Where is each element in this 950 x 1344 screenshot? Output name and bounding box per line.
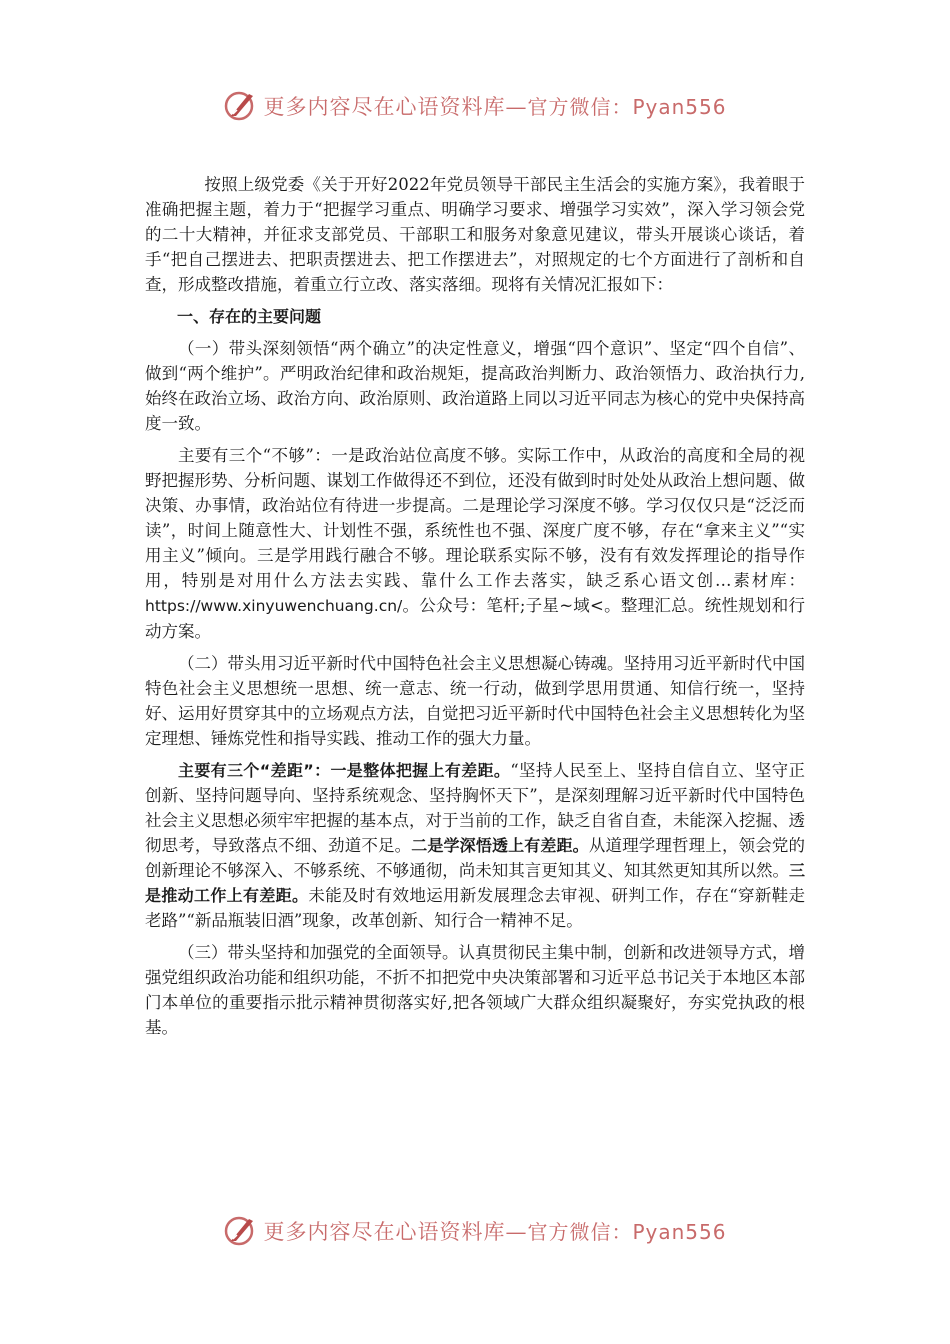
- paragraph-problems-2: 主要有三个“差距”：一是整体把握上有差距。“坚持人民至上、坚持自信自立、坚守正创新、坚持问题导向、坚持系统观念、坚持胸怀天下”，是深刻理解习近平新时代中国特色社会主义思想必须牢牢把握的基本点，对于当前的工作，缺乏自省自查，未能深入挖掘、透彻思考，导致落点不细、劲道不足。二是学深悟透上有差距。从道理学理哲理上，领会党的创新理论不够深入、不够系统、不够通彻，尚未知其言更知其义、知其然更知其所以然。三是推动工作上有差距。未能及时有效地运用新发展理念去审视、研判工作，存在“穿新鞋走老路”“新品瓶装旧酒”现象，改革创新、知行合一精神不足。: [145, 761, 805, 930]
- paragraph-item-1: （一）带头深刻领悟“两个确立”的决定性意义，增强“四个意识”、坚定“四个自信”、做到“两个维护”。严明政治纪律和政治规矩，提高政治判断力、政治领悟力、政治执行力,始终在政治立场、政治方向、政治原则、政治道路上同以习近平同志为核心的党中央保持高度一致。: [145, 339, 805, 433]
- watermark-text: 更多内容尽在心语资料库—官方微信：Pyan556: [263, 1220, 727, 1244]
- section-heading: 一、存在的主要问题: [177, 307, 322, 326]
- document-body: [145, 172, 805, 1047]
- watermark-banner-bottom: [0, 1211, 950, 1251]
- paragraph-problems-1: 主要有三个“不够”：一是政治站位高度不够。实际工作中，从政治的高度和全局的视野把握形势、分析问题、谋划工作做得还不到位，还没有做到时时处处从政治上想问题、做决策、办事情，政治站位有待进一步提高。二是理论学习深度不够。学习仅仅只是“泛泛而读”，时间上随意性大、计划性不强，系统性也不强、深度广度不够，存在“拿来主义”“实用主义”倾向。三是学用践行融合不够。理论联系实际不够，没有有效发挥理论的指导作用，特别是对用什么方法去实践、靠什么工作去落实，缺乏系心语文创…素材库：https://www.xinyuwenchuang.cn/。公众号：笔杆;子星~域<。整理汇总。统性规划和行动方案。: [145, 446, 805, 641]
- quill-logo-icon: [223, 1213, 259, 1249]
- quill-logo-icon: [223, 88, 259, 124]
- watermark-text: 更多内容尽在心语资料库—官方微信：Pyan556: [263, 95, 727, 119]
- watermark-banner-top: [0, 86, 950, 126]
- url-text: https://www.xinyuwenchuang.cn/: [145, 597, 403, 615]
- paragraph-item-3: （三）带头坚持和加强党的全面领导。认真贯彻民主集中制，创新和改进领导方式，增强党组织政治功能和组织功能，不折不扣把党中央决策部署和习近平总书记关于本地区本部门本单位的重要指示批示精神贯彻落实好,把各领域广大群众组织凝聚好，夯实党执政的根基。: [145, 943, 805, 1037]
- paragraph-item-2: （二）带头用习近平新时代中国特色社会主义思想凝心铸魂。坚持用习近平新时代中国特色社会主义思想统一思想、统一意志、统一行动，做到学思用贯通、知信行统一，坚持好、运用好贯穿其中的立场观点方法，自觉把习近平新时代中国特色社会主义思想转化为坚定理想、锤炼党性和指导实践、推动工作的强大力量。: [145, 654, 805, 748]
- paragraph-intro: 按照上级党委《关于开好2022年党员领导干部民主生活会的实施方案》，我着眼于准确把握主题，着力于“把握学习重点、明确学习要求、增强学习实效”，深入学习领会党的二十大精神，并征求支部党员、干部职工和服务对象意见建议，带头开展谈心谈话，着手“把自己摆进去、把职责摆进去、把工作摆进去”，对照规定的七个方面进行了剖析和自查，形成整改措施，着重立行立改、落实落细。现将有关情况汇报如下：: [145, 175, 805, 294]
